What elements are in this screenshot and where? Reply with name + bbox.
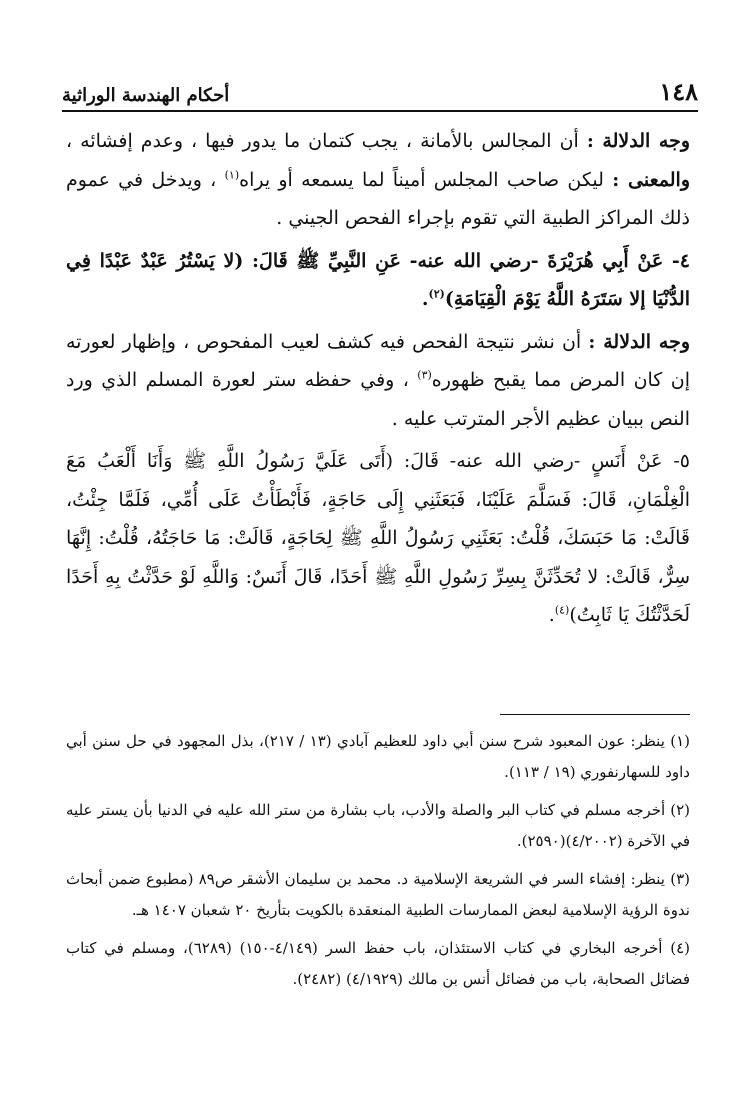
paragraph-1-text: أن المجالس بالأمانة ، يجب كتمان ما يدور فيها ، وعدم إفشائه ، [66,130,587,152]
footnote-4: (٤) أخرجه البخاري في كتاب الاستئذان، باب حفظ السر (٤/١٤٩-١٥٠) (٦٢٨٩)، ومسلم في كتاب فضائل الصحابة، باب من فضائل أنس بن مالك (٤/١٩٢٩) (٢٤٨٢). [66,939,690,988]
page-header [62,72,698,112]
main-text [66,122,690,639]
footnote-3: (٣) ينظر: إفشاء السر في الشريعة الإسلامية د. محمد بن سليمان الأشقر ص٨٩ (مطبوع ضمن أبحاث ندوة الرؤية الإسلامية لبعض الممارسات الطبية المنعقدة بالكويت بتأريخ ٢٠ شعبان ١٤٠٧ هـ. [66,870,690,919]
footnote-divider [500,714,690,715]
footnote-1: (١) ينظر: عون المعبود شرح سنن أبي داود للعظيم آبادي (١٣ / ٢١٧)، بذل المجهود في حل سنن أبي داود للسهارنفوري (١٩ / ١١٣). [66,732,690,781]
footnote-2: (٢) أخرجه مسلم في كتاب البر والصلة والأدب، باب بشارة من ستر الله عليه في الدنيا بأن يستر عليه في الآخرة (٤/٢٠٠٢)(٢٥٩٠). [66,801,690,850]
paragraph-1-lead-2: والمعنى : [612,168,691,191]
footnote-ref-1: (١) [224,168,240,182]
paragraph-3 [66,323,690,439]
hadith-4-end: . [421,288,429,310]
hadith-5 [66,442,690,635]
paragraph-3-lead: وجه الدلالة : [588,330,690,353]
footnote-ref-2: (٢) [428,287,445,301]
footnotes [66,726,690,1002]
paragraph-3-text: أن نشر نتيجة الفحص فيه كشف لعيب المفحوص ، وإظهار لعورته إن كان المرض مما يقبح ظهوره [66,330,690,391]
hadith-4 [66,242,690,319]
hadith-4-text: ٤- عَنْ أَبِي هُرَيْرَةَ -رضي الله عنه- عَنِ النَّبِيِّ ﷺ قَالَ: (لا يَسْتُرُ عَبْدٌ عَبْدًا فِي الدُّنْيَا إلا سَتَرَهُ اللَّهُ يَوْمَ الْقِيَامَةِ) [66,249,690,310]
paragraph-1 [66,122,690,238]
paragraph-1-lead: وجه الدلالة : [586,130,690,152]
paragraph-1-text-3: ، ويدخل في عموم ذلك المراكز الطبية التي تقوم بإجراء الفحص الجيني . [66,168,690,229]
hadith-5-end: . [548,604,555,626]
paragraph-3-text-2: ، وفي حفظه ستر لعورة المسلم الذي ورد النص ببيان عظيم الأجر المترتب عليه . [66,369,690,430]
paragraph-1-text-2: ليكن صاحب المجلس أميناً لما يسمعه أو يراه [239,168,613,191]
hadith-5-text: ٥- عَنْ أَنَسٍ -رضي الله عنه- قَالَ: (أَتَى عَلَيَّ رَسُولُ اللَّهِ ﷺ وَأَنَا أَلْعَبُ مَعَ الْغِلْمَانِ، قَالَ: فَسَلَّمَ عَلَيْنَا، فَبَعَثَنِي إِلَى حَاجَةٍ، فَأَبْطَأْتُ عَلَى أُمِّي، فَلَمَّا جِئْتُ، قَالَتْ: مَا حَبَسَكَ، قُلْتُ: بَعَثَنِي رَسُولُ اللَّهِ ﷺ لِحَاجَةٍ، قَالَتْ: مَا حَاجَتُهُ، قُلْتُ: إِنَّهَا سِرٌّ، قَالَتْ: لا تُحَدِّثَنَّ بِسِرِّ رَسُولِ اللَّهِ ﷺ أَحَدًا، قَالَ أَنَسٌ: وَاللَّهِ لَوْ حَدَّثْتُ بِهِ أَحَدًا لَحَدَّثْتُكَ يَا ثَابِتُ) [66,450,690,626]
footnote-ref-3: (٣) [417,368,432,382]
footnote-ref-4: (٤) [554,603,570,617]
running-title: أحكام الهندسة الوراثية [62,85,230,106]
page-number: ١٤٨ [659,77,698,106]
